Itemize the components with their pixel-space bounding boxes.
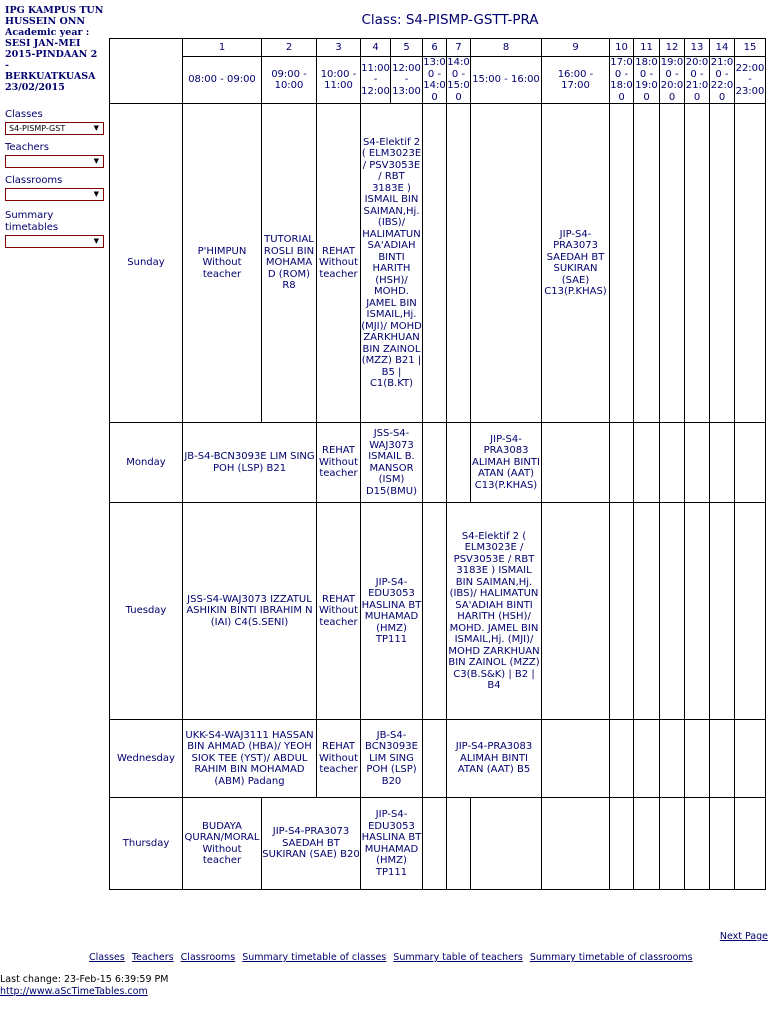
empty-cell — [423, 423, 447, 503]
period-time: 11:00 - 12:00 — [361, 57, 391, 104]
empty-cell — [710, 104, 735, 423]
period-time: 20:00 - 21:00 — [685, 57, 709, 103]
timetable — [109, 38, 766, 890]
summary-select[interactable] — [5, 235, 104, 248]
classrooms-label: Classrooms — [5, 175, 63, 186]
school-line: 2015-PINDAAN 2 — [5, 49, 98, 60]
day-row — [110, 798, 766, 890]
lesson-cell: JIP-S4-EDU3053 HASLINA BT MUHAMAD (HMZ) TP111 — [361, 503, 423, 720]
dropdown-arrow-icon: ▼ — [93, 157, 99, 165]
empty-cell — [710, 503, 735, 720]
period-number: 9 — [542, 39, 610, 57]
empty-cell — [660, 720, 685, 798]
empty-cell — [610, 104, 634, 423]
empty-cell — [710, 720, 735, 798]
link-classes[interactable]: Classes — [89, 952, 125, 963]
lesson-cell: P'HIMPUN Without teacher — [183, 104, 262, 423]
school-line: HUSSEIN ONN — [5, 16, 86, 27]
empty-cell — [660, 798, 685, 890]
period-number-row — [110, 39, 766, 57]
period-number: 6 — [423, 39, 447, 57]
period-number: 15 — [735, 39, 766, 57]
day-name: Wednesday — [110, 720, 183, 798]
empty-cell — [423, 720, 447, 798]
period-time: 16:00 - 17:00 — [542, 57, 610, 104]
period-number: 12 — [660, 39, 685, 57]
dropdown-arrow-icon: ▼ — [93, 237, 99, 245]
lesson-cell: REHAT Without teacher — [317, 104, 361, 423]
period-time: 17:00 - 18:00 — [610, 57, 633, 103]
empty-cell — [610, 423, 634, 503]
lesson-cell: REHAT Without teacher — [317, 720, 361, 798]
period-time: 19:00 - 20:00 — [660, 57, 684, 103]
footer — [0, 974, 168, 998]
empty-cell — [423, 503, 447, 720]
period-number: 10 — [610, 39, 634, 57]
period-number: 11 — [634, 39, 660, 57]
period-number: 8 — [471, 39, 542, 57]
lesson-cell: S4-Elektif 2 ( ELM3023E / PSV3053E / RBT 3183E ) ISMAIL BIN SAIMAN,Hj. (IBS)/ HALIMATUN SA'ADIAH BINTI HARITH (HSH)/ MOHD. JAMEL BIN ISMAIL,Hj. (MJI)/ MOHD ZARKHUAN BIN ZAINOL (MZZ) C3(B.S&K) | B2 | B4 — [447, 503, 542, 720]
lesson-cell: JIP-S4-PRA3073 SAEDAH BT SUKIRAN (SAE) C13(P.KHAS) — [542, 104, 610, 423]
day-row — [110, 503, 766, 720]
empty-cell — [471, 104, 542, 423]
lesson-cell: UKK-S4-WAJ3111 HASSAN BIN AHMAD (HBA)/ YEOH SIOK TEE (YST)/ ABDUL RAHIM BIN MOHAMAD (ABM) Padang — [183, 720, 317, 798]
school-line: 23/02/2015 — [5, 82, 65, 93]
lesson-cell: JIP-S4-PRA3073 SAEDAH BT SUKIRAN (SAE) B20 — [262, 798, 361, 890]
asc-url-link[interactable]: http://www.aScTimeTables.com — [0, 986, 148, 997]
empty-cell — [634, 104, 660, 423]
teachers-label: Teachers — [5, 142, 49, 153]
period-number: 7 — [447, 39, 471, 57]
empty-cell — [735, 720, 766, 798]
day-name: Monday — [110, 423, 183, 503]
period-time: 18:00 - 19:00 — [635, 57, 658, 103]
period-number: 13 — [685, 39, 710, 57]
lesson-cell: JIP-S4-EDU3053 HASLINA BT MUHAMAD (HMZ) TP111 — [361, 798, 423, 890]
link-summary-classrooms[interactable]: Summary timetable of classrooms — [529, 952, 693, 963]
empty-cell — [542, 423, 610, 503]
classes-select-value: S4-PISMP-GST — [9, 124, 66, 133]
lesson-cell: S4-Elektif 2 ( ELM3023E / PSV3053E / RBT 3183E ) ISMAIL BIN SAIMAN,Hj. (IBS)/ HALIMATUN SA'ADIAH BINTI HARITH (HSH)/ MOHD. JAMEL BIN ISMAIL,Hj. (MJI)/ MOHD ZARKHUAN BIN ZAINOL (MZZ) B21 | B5 | C1(B.KT) — [361, 104, 423, 423]
classes-label: Classes — [5, 109, 43, 120]
school-line: - — [5, 60, 9, 71]
empty-cell — [685, 798, 710, 890]
last-change: Last change: 23-Feb-15 6:39:59 PM — [0, 974, 169, 985]
empty-cell — [634, 503, 660, 720]
empty-cell — [710, 798, 735, 890]
link-summary-teachers[interactable]: Summary table of teachers — [393, 952, 523, 963]
lesson-cell: REHAT Without teacher — [317, 503, 361, 720]
day-row — [110, 104, 766, 423]
summary-label-line: timetables — [5, 222, 59, 233]
empty-cell — [634, 798, 660, 890]
link-teachers[interactable]: Teachers — [131, 952, 174, 963]
lesson-cell: JSS-S4-WAJ3073 IZZATUL ASHIKIN BINTI IBRAHIM N (IAI) C4(S.SENI) — [183, 503, 317, 720]
empty-cell — [542, 798, 610, 890]
period-time: 12:00 - 13:00 — [391, 57, 423, 104]
link-summary-classes[interactable]: Summary timetable of classes — [242, 952, 387, 963]
empty-cell — [735, 503, 766, 720]
day-row — [110, 720, 766, 798]
period-number: 1 — [183, 39, 262, 57]
empty-cell — [610, 798, 634, 890]
summary-label-line: Summary — [5, 210, 54, 221]
empty-cell — [542, 720, 610, 798]
period-time: 21:00 - 22:00 — [710, 57, 734, 103]
classes-select[interactable] — [5, 122, 104, 135]
empty-cell — [735, 798, 766, 890]
period-time: 10:00 - 11:00 — [317, 57, 361, 104]
lesson-cell: TUTORIAL ROSLI BIN MOHAMAD (ROM) R8 — [262, 104, 317, 423]
day-name: Sunday — [110, 104, 183, 423]
empty-cell — [471, 798, 542, 890]
sidebar — [5, 5, 105, 248]
lesson-cell: JIP-S4-PRA3083 ALIMAH BINTI ATAN (AAT) C13(P.KHAS) — [471, 423, 542, 503]
empty-cell — [634, 423, 660, 503]
empty-cell — [685, 104, 710, 423]
period-time: 13:00 - 14:00 — [423, 57, 446, 103]
school-line: Academic year : — [5, 27, 90, 38]
period-time: 14:00 - 15:00 — [447, 57, 470, 103]
school-line: IPG KAMPUS TUN — [5, 5, 104, 16]
empty-cell — [447, 798, 471, 890]
empty-cell — [634, 720, 660, 798]
classrooms-select[interactable] — [5, 188, 104, 201]
empty-cell — [660, 503, 685, 720]
lesson-cell: JB-S4-BCN3093E LIM SING POH (LSP) B21 — [183, 423, 317, 503]
empty-cell — [447, 104, 471, 423]
empty-cell — [735, 423, 766, 503]
empty-cell — [710, 423, 735, 503]
period-time-row — [110, 57, 766, 104]
empty-cell — [610, 503, 634, 720]
period-time: 09:00 - 10:00 — [262, 57, 317, 104]
period-number: 2 — [262, 39, 317, 57]
corner-cell — [110, 39, 183, 104]
period-time: 08:00 - 09:00 — [183, 57, 262, 104]
empty-cell — [423, 798, 447, 890]
empty-cell — [660, 423, 685, 503]
dropdown-arrow-icon: ▼ — [93, 190, 99, 198]
lesson-cell: BUDAYA QURAN/MORAL Without teacher — [183, 798, 262, 890]
period-time: 22:00 - 23:00 — [735, 57, 766, 104]
day-row — [110, 423, 766, 503]
empty-cell — [735, 104, 766, 423]
page-title: Class: S4-PISMP-GSTT-PRA — [361, 12, 539, 28]
empty-cell — [542, 503, 610, 720]
next-page-link[interactable]: Next Page — [719, 931, 768, 942]
teachers-select[interactable] — [5, 155, 104, 168]
period-time: 15:00 - 16:00 — [471, 57, 542, 104]
empty-cell — [685, 720, 710, 798]
empty-cell — [447, 423, 471, 503]
school-line: SESI JAN-MEI — [5, 38, 81, 49]
link-classrooms[interactable]: Classrooms — [180, 952, 236, 963]
period-number: 5 — [391, 39, 423, 57]
lesson-cell: JB-S4-BCN3093E LIM SING POH (LSP) B20 — [361, 720, 423, 798]
empty-cell — [423, 104, 447, 423]
lesson-cell: REHAT Without teacher — [317, 423, 361, 503]
summary-label — [5, 210, 105, 234]
empty-cell — [685, 423, 710, 503]
empty-cell — [660, 104, 685, 423]
nav-links — [89, 952, 697, 963]
period-number: 3 — [317, 39, 361, 57]
day-name: Thursday — [110, 798, 183, 890]
period-number: 14 — [710, 39, 735, 57]
school-line: BERKUATKUASA — [5, 71, 96, 82]
dropdown-arrow-icon: ▼ — [93, 124, 99, 132]
empty-cell — [610, 720, 634, 798]
lesson-cell: JSS-S4-WAJ3073 ISMAIL B. MANSOR (ISM) D15(BMU) — [361, 423, 423, 503]
empty-cell — [685, 503, 710, 720]
period-number: 4 — [361, 39, 391, 57]
day-name: Tuesday — [110, 503, 183, 720]
lesson-cell: JIP-S4-PRA3083 ALIMAH BINTI ATAN (AAT) B5 — [447, 720, 542, 798]
